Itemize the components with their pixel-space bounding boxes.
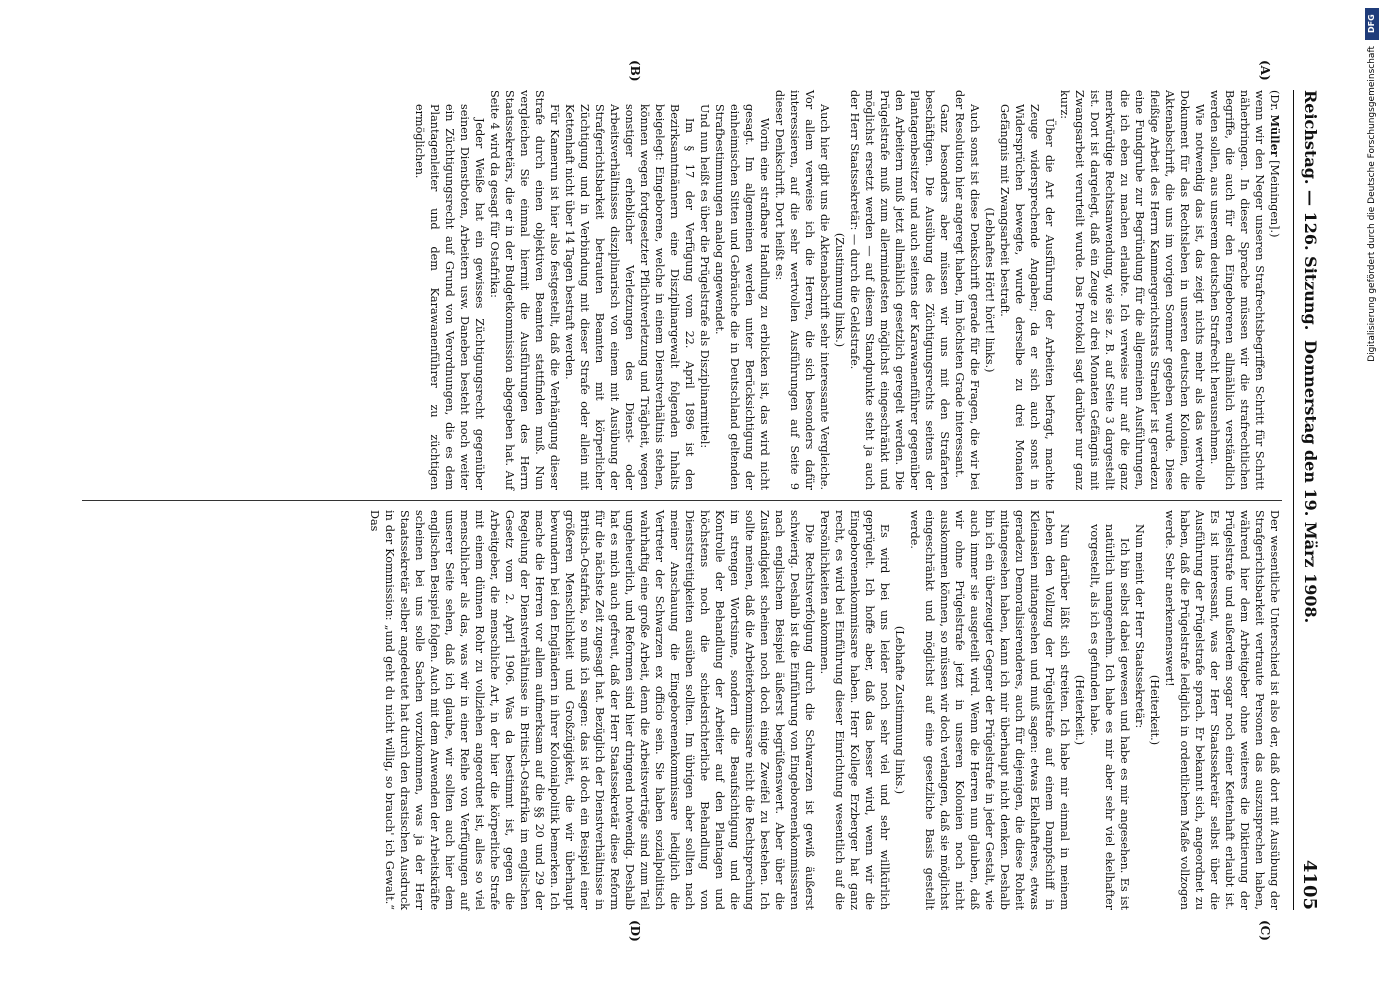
speaker-name: Müller [1267,114,1282,157]
page-number: 4105 [1298,859,1320,910]
quotation: Im § 17 der Verfügung vom 22. April 1896 ist den Bezirksamtmännern eine Disziplinargewalt folgenden Inhalts beigelegt: Eingeborene, welche in einem Dienstverhältnis stehen, können wegen fortgesetzter Pflichtverletzung und Trägheit, wegen sonstiger erheblicher Verletzungen des Dienst- oder Arbeitsverhältnisses disziplinarisch von einem mit Ausübung der Strafgerichtsbarkeit betrauten Beamten mit körperlicher Züchtigung und in Verbindung mit dieser Strafe oder allein mit Kettenhaft nicht über 14 Tagen bestraft werden. [562,104,696,490]
header-left: Reichstag. — 126. Sitzung. [1300,90,1320,331]
interjection: (Heiterkeit.) [1072,674,1086,746]
header-date: Donnerstag den 19. März 1908. [1300,340,1320,624]
paragraph: Und nun heißt es über die Prügelstrafe als Disziplinarmittel: [697,104,711,449]
paragraph: Der wesentliche Unterschied ist also der, daß dort mit Ausübung der Strafgerichtsbarkeit vertraute Personen das auszusprechen haben, während hier dem Arbeitgeber ohne weiteres die Diktierung der Prügelstrafe und außerdem sogar noch einer Kettenhaft erlaubt ist. Es ist interessant, was der Herr Staatssekretär selbst über die Ausführung der Prügelstrafe sprach. Er bekannt sich, angeordnet zu haben, daß die Prügelstrafe lediglich in ordentlichem Maße vollzogen werde. Sehr anerkennenswert! [1162,510,1281,910]
margin-marker-a: (A) [1257,60,1272,81]
speaker-suffix: [Meiningen].) [1267,160,1281,238]
quotation: Über die Art der Ausführung der Arbeiten befragt, machte Zeuge widersprechende Angaben; da er sich auch sonst in Widersprüchen bewegte, wurde derselbe zu drei Monaten Gefängnis mit Zwangsarbeit bestraft. [997,104,1056,490]
paragraph: Nun meint der Herr Staatssekretär: [1132,524,1146,729]
paragraph: Auch sonst ist diese Denkschrift gerade für die Fragen, die wir bei der Resolution hier angeregt haben, im höchsten Grade interessant. [952,90,981,490]
document-page [42,20,1342,980]
quotation: Worin eine strafbare Handlung zu erblicken ist, das wird nicht gesagt. Im allgemeinen werden unter Berücksichtigung der einheimischen Sitten und Gebräuche die in Deutschland geltenden Strafbestimmungen analog angewendet. [712,104,771,490]
speaker-line [1267,90,1282,490]
paragraph: Nun darüber läßt sich streiten. Ich habe mir einmal in meinem Leben den Vollzug der Prügelstrafe auf einem Dampfschiff in Kleinasien mitangesehen und muß sagen: etwas Ekelhafteres, etwas geradezu Demoralisierenderes, auch für diejenigen, die diese Roheit mitangesehen haben, kann ich mir überhaupt nicht denken. Deshalb bin ich ein überzeugter Gegner der Prügelstrafe in jeder Gestalt, wie auch immer sie ausgeteilt wird. Wenn die Herren nun glauben, daß wir ohne Prügelstrafe jetzt in unseren Kolonien noch nicht auskommen können, so müssen wir doch verlangen, daß sie möglichst eingeschränkt und möglichst auf eine gesetzliche Basis gestellt werde. [907,510,1071,910]
left-column [82,90,1282,490]
paragraph: Es wird bei uns leider noch sehr viel und sehr willkürlich geprügelt. Ich hoffe aber, daß das besser wird, wenn wir die Eingeborenenkommissare haben. Herr Kollege Erzberger hat ganz recht, es wird bei Einführung dieser Einrichtung wesentlich auf die Persönlichkeiten ankommen. [817,510,891,910]
interjection: (Lebhaftes Hört! hört! links.) [982,207,996,373]
speaker-prefix: (Dr. [1267,90,1281,112]
paragraph: Auch hier gibt uns die Aktenabschrift sehr interessante Vergleiche. Vor allem verweise ich die Herren, die sich besonders dafür interessieren, auf die sehr wertvollen Ausführungen auf Seite 9 dieser Denkschrift. Dort heißt es: [772,90,831,490]
interjection: (Heiterkeit.) [1147,674,1161,746]
paragraph: Für Kamerun ist hier also festgestellt, daß die Verhängung dieser Strafe durch einen objektiven Beamten stattfinden muß. Nun vergleichen Sie einmal hiermit die Ausführungen des Herrn Staatssekretärs, die er in der Budgetkommission abgegeben hat. Auf Seite 4 wird da gesagt für Ostafrika: [487,90,561,490]
paragraph: Wie notwendig das ist, das zeigt nichts mehr als das wertvolle Dokument für das Rechtsleben in unseren deutschen Kolonien, die Aktenabschrift, die uns im vorigen Sommer gegeben wurde. Diese fleißige Arbeit des Herrn Kammergerichtsrats Straehler ist geradezu eine Fundgrube zur Begründung für die allgemeinen Ausführungen, die ich eben zu machen erlaubte. Ich verweise nur auf die ganz merkwürdige Rechtsanwendung, wie sie z. B. auf Seite 3 dargestellt ist. Dort ist dargelegt, daß ein Zeuge zu drei Monaten Gefängnis mit Zwangsarbeit verurteilt wurde. Das Protokoll sagt darüber nur ganz kurz: [1057,90,1206,490]
paragraph: wenn wir den Neger unseren Strafrechtsbegriffen Schritt für Schritt näherbringen. In dieser Sprache müssen wir die strafrechtlichen Begriffe, die auch für den Eingeborenen allmählich verständlich werden sollen, aus unserem deutschen Strafrecht herausnehmen. [1207,90,1266,490]
margin-marker-c: (C) [1257,920,1272,941]
page-header [1293,90,1322,910]
paragraph: Die Rechtsverfolgung durch die Schwarzen ist gewiß äußerst schwierig. Deshalb ist die Einführung von Eingeborenenkommissaren nach englischem Beispiel äußerst begrüßenswert. Aber über die Zuständigkeit scheinen noch doch einige Zweifel zu bestehen. Ich sollte meinen, daß die Arbeiterkommissare nicht die Rechtsprechung im strengen Wortsinne, sondern die Beaufsichtigung und die Kontrolle der Behandlung der Arbeiter auf den Plantagen und höchstens noch die schiedsrichterliche Behandlung von Dienststreitigkeiten ausüben sollten. Im übrigen aber sollten nach meiner Anschauung die Eingeborenenkommissare lediglich die Vertreter der Schwarzen ex officio sein. Sie haben sozialpolitisch wahrhaftig eine große Arbeit, denn die Arbeitsverträge sind zum Teil ungeheuerlich, und Reformen sind hier dringend notwendig. Deshalb hat es mich auch gefreut, daß der Herr Staatssekretär diese Reform für die nächste Zeit zugesagt hat. Bezüglich der Dienstverhältnisse in Britisch-Ostafrika, so muß ich sagen: das ist doch ein Beispiel einer größeren Menschlichkeit und Großzügigkeit, die wir überhaupt bewundern bei den Engländern in ihrer Kolonialpolitik bemerken. Ich mache die Herren vor allem aufmerksam auf die §§ 20 und 29 der Regelung der Dienstverhältnisse in Britisch-Ostafrika im englischen Gesetz vom 2. April 1906. Was da bestimmt ist, gegen die Arbeitgeber, die menschliche Art, in der hier die körperliche Strafe mit einem dünnen Rohr zu vollziehen angeordnet ist, alles so viel menschlicher als das, was wir in einer Reihe von Verfügungen auf unserer Seite sehen, daß ich glaube, wir sollten auch hier dem englischen Beispiel folgen. Auch mit dem Anwenden der Arbeitskräfte scheinen bei uns solle Sachen vorzukommen, was ja der Herr Staatssekretär selber angedeutet hat durch den drastischen Ausdruck in der Kommission: „und geht du nicht willig, so brauch' ich Gewalt.“ Das [367,510,816,910]
margin-marker-d: (D) [627,920,642,942]
right-column [82,510,1282,910]
interjection: (Zustimmung links.) [832,232,846,348]
margin-marker-b: (B) [627,60,642,82]
column-divider [82,500,1282,501]
quotation: Ich bin selbst dabei gewesen und habe es mir angesehen. Es ist natürlich unangenehm. Ich habe es mir aber sehr viel ekelhafter vorgestellt, als ich es gefunden habe. [1087,524,1131,910]
digitization-credit: Digitalisierung gefördert durch die Deutsche Forschungsgemeinschaft [1367,46,1377,362]
paragraph: Ganz besonders aber müssen wir uns mit den Strafarten beschäftigen. Die Ausübung des Züchtigungsrechts seitens der Plantagenbesitzer und auch seitens der Karawanenführer gegenüber den Arbeitern muß jetzt allmählich gesetzlich geregelt werden. Die Prügelstrafe muß zum allermindesten möglichst eingeschränkt und möglichst ersetzt werden — auf diesem Standpunkte steht ja auch der Herr Staatssekretär: — durch die Geldstrafe. [847,90,951,490]
dfg-logo: DFG [1365,8,1379,40]
interjection: (Lebhafte Zustimmung links.) [892,625,906,795]
quotation: Jeder Weiße hat ein gewisses Züchtigungsrecht gegenüber seinen Dienstboten, Arbeitern usw. Daneben besteht noch weiter ein Züchtigungsrecht auf Grund von Verordnungen, die es dem Plantagenleiter und dem Karawanenführer zu züchtigen ermöglichen. [412,104,486,490]
